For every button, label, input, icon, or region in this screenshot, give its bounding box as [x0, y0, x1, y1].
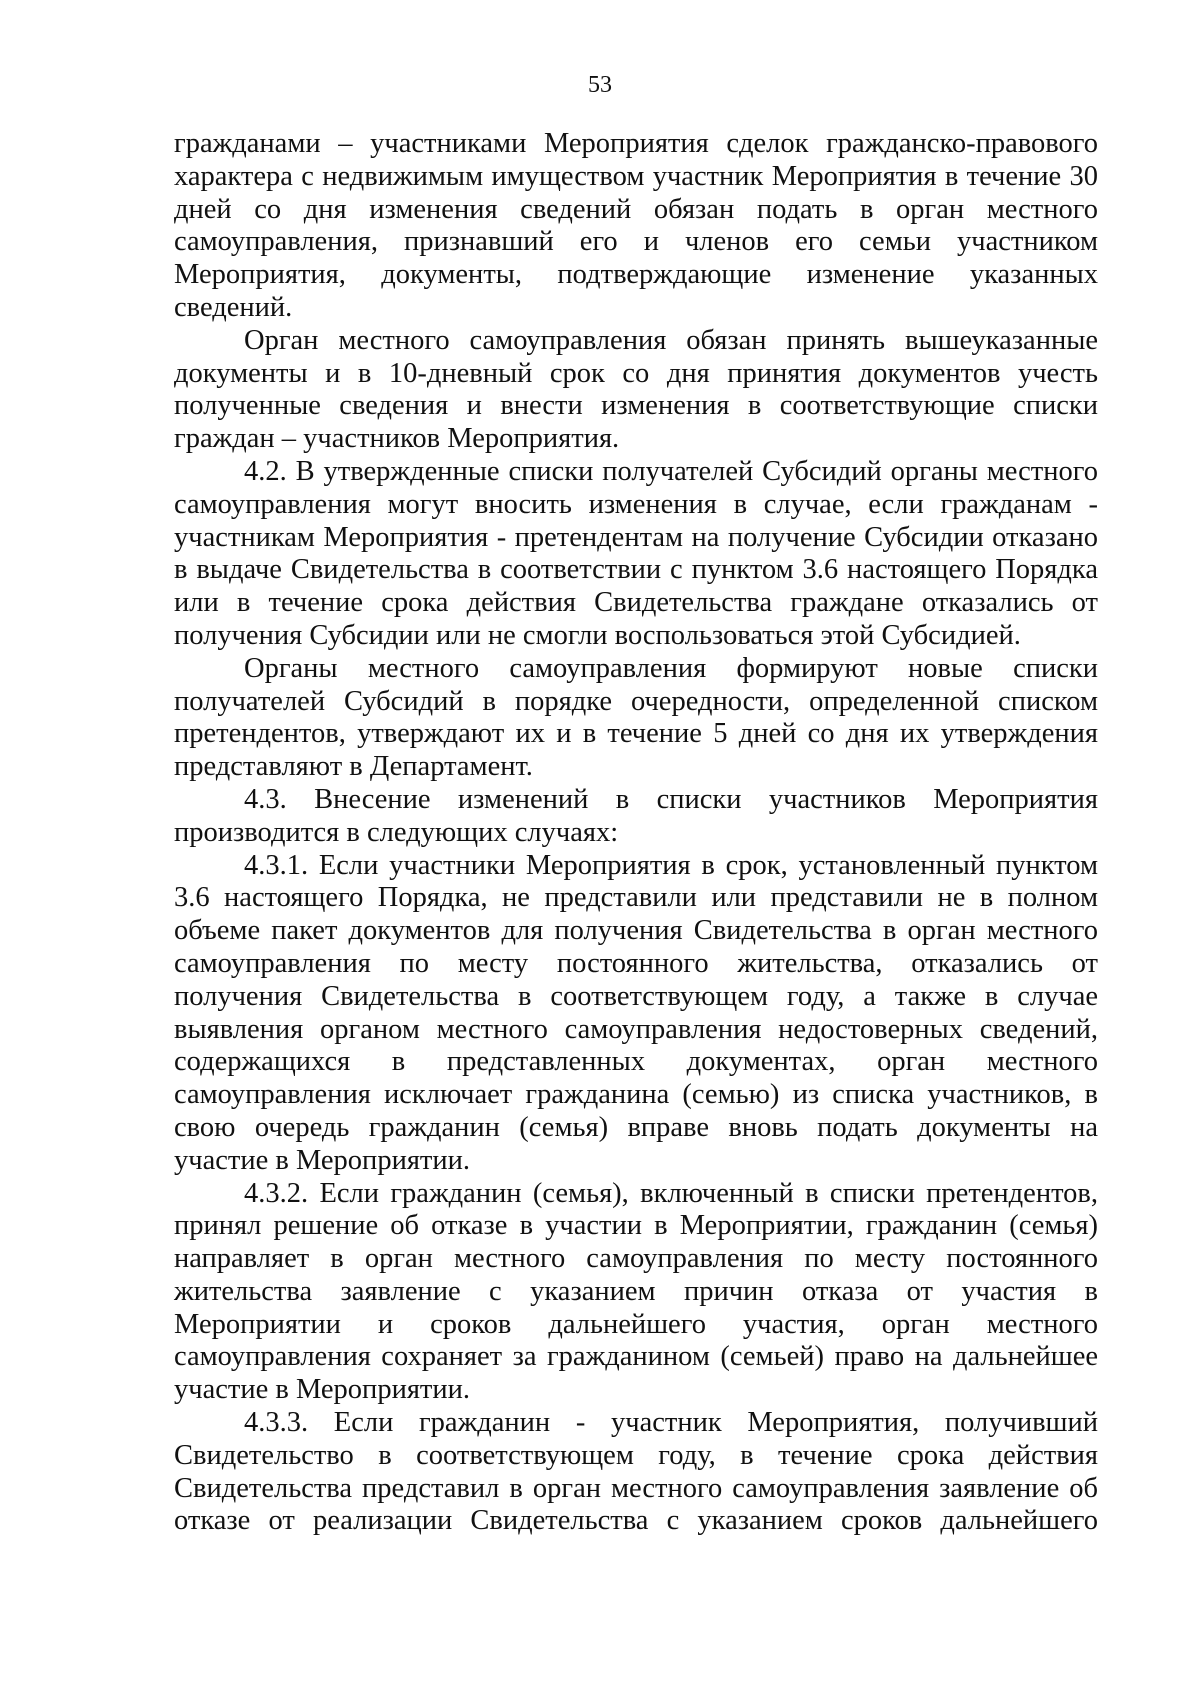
paragraph-new-recipient-lists: Органы местного самоуправления формируют новые списки получателей Субсидий в порядке очередности, определенной списком претендентов, утверждают их и в течение 5 дней со дня их утверждения представляют в Департамент. [174, 652, 1098, 783]
paragraph-4-3-1: 4.3.1. Если участники Мероприятия в срок, установленный пунктом 3.6 настоящего Порядка, не представили или представили не в полном объеме пакет документов для получения Свидетельства в орган местного самоуправления по месту постоянного жительства, отказались от получения Свидетельства в соответствующем году, а также в случае выявления органом местного самоуправления недостоверных сведений, содержащихся в представленных документах, орган местного самоуправления исключает гражданина (семью) из списка участников, в свою очередь гражданин (семья) вправе вновь подать документы на участие в Мероприятии. [174, 849, 1098, 1176]
document-body [174, 128, 1098, 1538]
paragraph-4-3-3: 4.3.3. Если гражданин - участник Мероприятия, получивший Свидетельство в соответствующем году, в течение срока действия Свидетельства представил в орган местного самоуправления заявление об отказе от реализации Свидетельства с указанием сроков дальнейшего [174, 1407, 1098, 1537]
page-number: 53 [588, 72, 612, 98]
paragraph-4-3: 4.3. Внесение изменений в списки участников Мероприятия производится в следующих случаях: [174, 783, 1098, 848]
paragraph-4-2: 4.2. В утвержденные списки получателей Субсидий органы местного самоуправления могут вносить изменения в случае, если гражданам - участникам Мероприятия - претендентам на получение Субсидии отказано в выдаче Свидетельства в соответствии с пунктом 3.6 настоящего Порядка или в течение срока действия Свидетельства граждане отказались от получения Субсидии или не смогли воспользоваться этой Субсидией. [174, 455, 1098, 651]
paragraph-4-3-2: 4.3.2. Если гражданин (семья), включенный в списки претендентов, принял решение об отказе в участии в Мероприятии, гражданин (семья) направляет в орган местного самоуправления по месту постоянного жительства заявление с указанием причин отказа от участия в Мероприятии и сроков дальнейшего участия, орган местного самоуправления сохраняет за гражданином (семьей) право на дальнейшее участие в Мероприятии. [174, 1177, 1098, 1406]
paragraph-local-authority-obligation: Орган местного самоуправления обязан принять вышеуказанные документы и в 10-дневный срок со дня принятия документов учесть полученные сведения и внести изменения в соответствующие списки граждан – участников Мероприятия. [174, 324, 1098, 455]
paragraph-continuation: гражданами – участниками Мероприятия сделок гражданско-правового характера с недвижимым имуществом участник Мероприятия в течение 30 дней со дня изменения сведений обязан подать в орган местного самоуправления, признавший его и членов его семьи участником Мероприятия, документы, подтверждающие изменение указанных сведений. [174, 128, 1098, 323]
